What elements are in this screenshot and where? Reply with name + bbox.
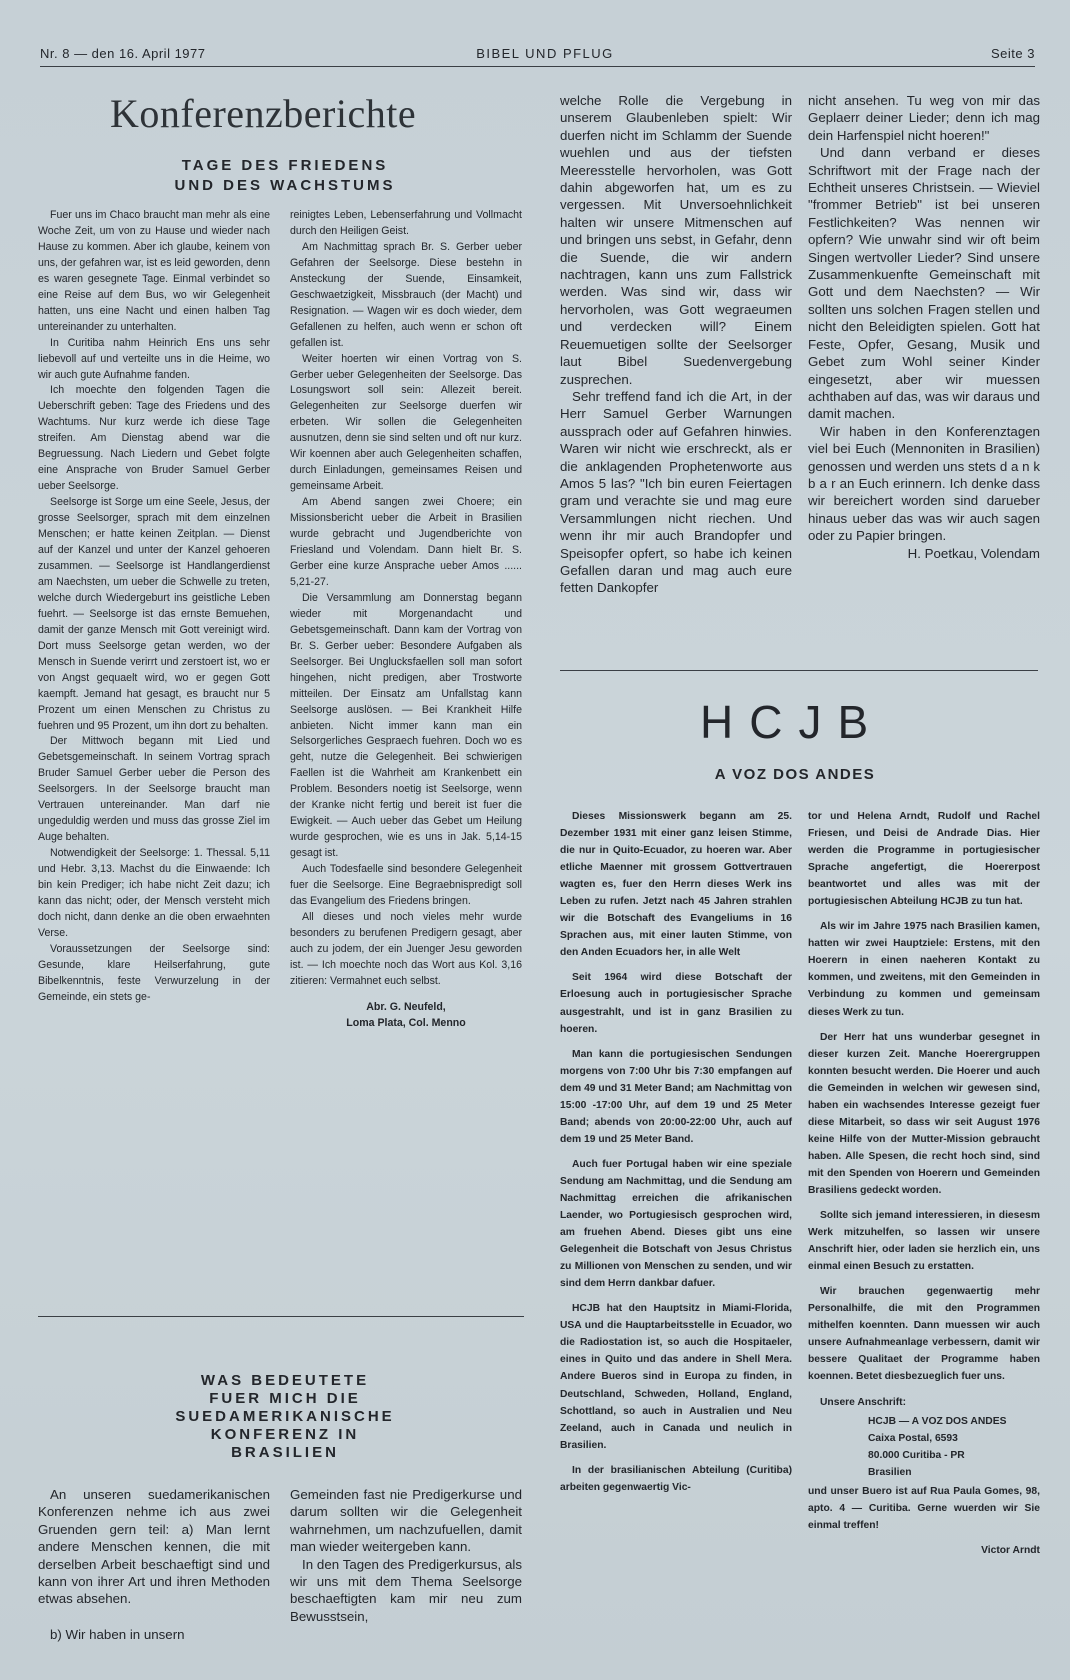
header-rule: [40, 66, 1035, 67]
article2-heading-line5: BRASILIEN: [231, 1444, 339, 1461]
article1-signature: [290, 1000, 522, 1032]
paragraph: Der Herr hat uns wunderbar gesegnet in dieser kurzen Zeit. Manche Hoerergruppen konnten besucht werden. Die Hoerer und auch die Gemeinden in welchen wir gewesen sind, haben ein wachsendes Interesse gezeigt fuer diese Mitarbeit, so dass wir seit August 1976 keine Hilfe von der Mutter-Mission gebraucht haben. Alle Spesen, die recht hoch sind, sind mit den Spenden von Hoerern und Gemeinden Brasiliens gedeckt worden.: [808, 1031, 1040, 1196]
paragraph: Man kann die portugiesischen Sendungen morgens von 7:00 Uhr bis 7:30 empfangen auf dem 49 und 31 Meter Band; am Nachmittag von 15:00 -17:00 Uhr, auf dem 19 und 25 Meter Band; abends von 20:00-22:00 Uhr, auch auf dem 19 und 25 Meter Band.: [560, 1048, 792, 1145]
paragraph: Der Mittwoch begann mit Lied und Gebetsgemeinschaft. In seinem Vortrag sprach Bruder Samuel Gerber ueber die Person des Seelsorgers. In der Seelsorge braucht man Vertrauen untereinander. Man darf nie ungeduldig werden und muss das grosse Ziel im Auge behalten.: [38, 735, 270, 844]
paragraph: Gemeinden fast nie Predigerkurse und darum sollten wir die Gelegenheit wahrnehmen, um nachzufuellen, damit man wieder weitergeben kann.: [290, 1487, 522, 1555]
article2-column4: [808, 92, 1040, 562]
paragraph: In Curitiba nahm Heinrich Ens uns sehr liebevoll auf und verteilte uns in die Heime, wo wir auch gute Aufnahme fanden.: [38, 336, 270, 381]
article3-column1: [560, 808, 792, 1504]
paragraph: All dieses und noch vieles mehr wurde besonders zu berufenen Predigern gesagt, aber auch zu jodem, der ein Juenger Jesu geworden ist. — Ich moechte noch das Wort aus Kol. 3,16 zitieren: Vermahnet euch selbst.: [290, 910, 522, 987]
article1-column1: [38, 208, 270, 1006]
paragraph: In den Tagen des Predigerkursus, als wir uns mit dem Thema Seelsorge beschaeftigten kam mir neu zum Bewusstsein,: [290, 1556, 522, 1624]
article3-signature: Victor Arndt: [981, 1544, 1040, 1556]
article2-column1: [38, 1486, 270, 1643]
address-line: Caixa Postal, 6593: [868, 1432, 958, 1444]
paragraph: Fuer uns im Chaco braucht man mehr als eine Woche Zeit, um von zu Hause und wieder nach Hause zu kommen. Aber ich glaube, keinem von uns, der gefahren war, ist es leid geworden, denn es waren gesegnete Tage. Einmal verbindet so eine Reise auf dem Bus, wo wir Gelegenheit hatten, uns eine Nacht und einen halben Tag untereinander zu unterhalten.: [38, 209, 270, 333]
address-line: HCJB — A VOZ DOS ANDES: [868, 1415, 1007, 1427]
paragraph: Voraussetzungen der Seelsorge sind: Gesunde, klare Heilserfahrung, gute Bibelkenntnis, feste Verwurzelung in der Gemeinde, ein stets ge-: [38, 942, 270, 1003]
newspaper-name: BIBEL UND PFLUG: [476, 46, 614, 61]
paragraph: Auch Todesfaelle sind besondere Gelegenheit fuer die Seelsorge. Eine Begraebnispredigt soll das Evangelium des Friedens bringen.: [290, 863, 522, 907]
article2-heading-line1: WAS BEDEUTETE: [200, 1372, 370, 1389]
article1-heading-line1: TAGE DES FRIEDENS: [181, 157, 389, 174]
paragraph: welche Rolle die Vergebung in unserem Glaubenleben spielt: Wir duerfen nicht im Schlamm der Suende wuehlen und aus der tiefsten Meeresstelle hervorholen, was Gott dahin abgeworfen hat, um es zu vergessen. Mit Unversoehnlichkeit halten wir unsere Mitmenschen auf und bringen uns sebst, in Gefahr, denn die Suende, die wir andern nachtragen, kann uns zum Fallstrick werden. Was sind wir, dass wir hervorholen, was Gott wegraeumen und verdecken will? Einem Reuemuetigen sollte der Seelsorger laut Bibel Suedenvergebung zusprechen.: [560, 93, 792, 387]
paragraph: Die Versammlung am Donnerstag begann wieder mit Morgenandacht und Gebetsgemeinschaft. Dann kam der Vortrag von Br. S. Gerber ueber: Besondere Aufgaben als Seelsorger. Bei Unglucksfaellen soll man sofort hingehen, nicht predigen, aber Trostworte mitteilen. Der Einsatz am Unfallstag kann Seelsorge auslösen. — Bei Krankheit Hilfe anbieten. Nicht immer kann man ein Selsorgerliches Gespraech fuehren. Doch wo es geht, nutze die Gelegenheit. Bei schwierigen Faellen ist die Wahrheit am Krankenbett ein Problem. Besonders noetig ist Seelsorge, wenn der Kranke nicht fertig und bereit ist fuer die Ewigkeit. — Auch ueber das Gebet um Heilung wurde gesprochen, wie es uns in Jak. 5,14-15 gesagt ist.: [290, 591, 522, 860]
article2-heading-line2: FUER MICH DIE: [209, 1390, 361, 1407]
page-number: Seite 3: [991, 46, 1035, 61]
paragraph: b) Wir haben in unsern: [50, 1626, 185, 1642]
article2-heading-line4: KONFERENZ IN: [210, 1426, 360, 1443]
paragraph: Und dann verband er dieses Schriftwort mit der Frage nach der Echtheit unseres Christsein. — Wieviel "frommer Betrieb" ist bei unseren Festlichkeiten? Was nennen wir opfern? Wie unwahr sind wir oft beim Singen wertvoller Lieder? Sind unsere Zusammenkuenfte Gemeinschaft mit Gott und dem Naechsten? — Wir sollten uns solchen Fragen stellen und nicht den Beleidigten spielen. Gott hat Feste, Opfer, Gesang, Musik und Gebet zum Wohl seiner Kinder eingesetzt, aber wir muessen achthaben auf das, was wir daraus und damit machen.: [808, 145, 1040, 422]
article3-title: HCJB: [700, 696, 885, 748]
article3-subtitle: A VOZ DOS ANDES: [714, 766, 876, 783]
paragraph: Sollte sich jemand interessieren, in diesesm Werk mitzuhelfen, so lassen wir unsere Anschrift hier, oder laden sie herzlich ein, uns einmal einen Besuch zu erstatten.: [808, 1210, 1040, 1273]
paragraph: Unsere Anschrift:: [820, 1396, 907, 1408]
paragraph: Dieses Missionswerk begann am 25. Dezember 1931 mit einer ganz leisen Stimme, die nur in Quito-Ecuador, zu hoeren war. Aber etliche Maenner mit grossem Gottvertrauen wagten es, fuer den Herrn dieses Werk ins Leben zu rufen. Jetzt nach 45 Jahren strahlen wir die Botschaft des Evangeliums in 16 Sprachen aus, mit einer lauten Stimme, von den Anden Ecuadors her, in alle Welt: [560, 811, 792, 959]
paragraph: Wir brauchen gegenwaertig mehr Personalhilfe, die mit den Programmen mithelfen koennten. Dann muessen wir auch unsere Aufnahmeanlage verbessern, damit wir bessere Qualitaet der Programme haben koennen. Betet diesbezueglich fuer uns.: [808, 1286, 1040, 1383]
paragraph: Ich moechte den folgenden Tagen die Ueberschrift geben: Tage des Friedens und des Wachtums. Nur kurz werde ich diese Tage streifen. Am Dienstag abend war die Begruessung. Nach Liedern und Gebet folgte eine Ansprache von Bruder Samuel Gerber ueber Seelsorge.: [38, 384, 270, 493]
address-line: 80.000 Curitiba - PR: [868, 1449, 965, 1461]
section-title: Konferenzberichte: [110, 91, 417, 136]
article-divider: [38, 1316, 524, 1317]
paragraph: Sehr treffend fand ich die Art, in der Herr Samuel Gerber Warnungen aussprach oder auf Gefahren hinwies. Waren wir nicht wie erschreckt, als er die anklagenden Prophetenworte aus Amos 5 las? "Ich bin euren Feiertagen gram und verachte sie und mag eure Versammlungen nicht riechen. Und wenn ihr mir auch Brandopfer und Speisopfer opfert, so habe ich keinen Gefallen daran und mag auch eure fetten Dankopfer: [560, 388, 792, 596]
paragraph: In der brasilianischen Abteilung (Curitiba) arbeiten gegenwaertig Vic-: [560, 1464, 792, 1493]
paragraph: Notwendigkeit der Seelsorge: 1. Thessal. 5,11 und Hebr. 3,13. Machst du die Einwaende: Ich bin kein Prediger; ich habe nicht Zeit dazu; ich kann das nicht; oder, der Mensch versteht mich doch nicht, dann denke an die oben erwaehnten Verse.: [38, 847, 270, 939]
signature-name: Abr. G. Neufeld,: [366, 1000, 446, 1013]
article2-heading-line3: SUEDAMERIKANISCHE: [175, 1408, 395, 1425]
article-divider: [560, 670, 1038, 671]
paragraph: Am Abend sangen zwei Choere; ein Missionsbericht ueber die Arbeit in Brasilien wurde gebracht und Jugendberichte von Friesland und Volendam. Dann hielt Br. S. Gerber eine kurze Ansprache ueber Amos ...... 5,21-27.: [290, 496, 522, 588]
paragraph: und unser Buero ist auf Rua Paula Gomes, 98, apto. 4 — Curitiba. Gerne wuerden wir Sie einmal treffen!: [808, 1485, 1040, 1531]
paragraph: Seit 1964 wird diese Botschaft der Erloesung auch in portugiesischer Sprache ausgestrahlt, und ist in ganz Brasilien zu hoeren.: [560, 972, 792, 1035]
paragraph: Wir haben in den Konferenztagen viel bei Euch (Mennoniten in Brasilien) genossen und werden uns stets d a n k b a r an Euch erinnern. Ich denke dass wir bereichert worden sind darueber hinaus ueber das was wir auch sagen oder zu Papier bringen.: [808, 423, 1040, 544]
paragraph: Als wir im Jahre 1975 nach Brasilien kamen, hatten wir zwei Hauptziele: Erstens, mit den Hoerern in einen naeheren Kontakt zu kommen, und zweitens, mit den Gemeinden in Verbindung zu kommen und gemeinsam dieses Werk zu tun.: [808, 921, 1040, 1018]
paragraph: HCJB hat den Hauptsitz in Miami-Florida, USA und die Hauptarbeitsstelle in Ecuador, wo die Radiostation ist, so auch die Hospitaeler, eines in Quito und das andere in Shell Mera. Andere Bueros sind in Europa zu finden, in Deutschland, Schweden, Holland, England, Schottland, so auch in Australien und Neu Zeeland, auch in Canada und neulich in Brasilien.: [560, 1303, 792, 1451]
article1-heading-line2: UND DES WACHSTUMS: [174, 177, 396, 194]
article1-heading: [120, 156, 450, 196]
issue-date: Nr. 8 — den 16. April 1977: [40, 46, 206, 61]
paragraph: Seelsorge ist Sorge um eine Seele, Jesus, der grosse Seelsorger, sprach mit dem einzelnen Menschen; er hatte keinen Zeitplan. — Dienst auf der Kanzel und unter der Kanzel gehoeren zusammen. — Seelsorge ist Handlangerdienst am Naechsten, um ueber die Schwelle zu treten, welche durch Wiedergeburt ins geistliche Leben fuehrt. — Seelsorge ist das ernste Bemuehen, damit der ganze Mensch mit Gott vereinigt wird. Dort muss Seelsorge getan werden, wo der Mensch in Suende verirrt und zerstoert ist, wo er von Angst gequaelt wird, wo er gegen Gott kaempft. Jemand hat gesagt, es braucht nur 5 Prozent um einen Menschen zu Christus zu fuehren und 95 Prozent, um ihn dort zu behalten.: [38, 496, 270, 732]
article2-signature: H. Poetkau, Volendam: [907, 545, 1040, 561]
article3-column2: [808, 808, 1040, 1559]
postal-address: [868, 1413, 1040, 1481]
article2-column3: [560, 92, 792, 597]
paragraph: reinigtes Leben, Lebenserfahrung und Vollmacht durch den Heiligen Geist.: [290, 209, 522, 237]
paragraph: Am Nachmittag sprach Br. S. Gerber ueber Gefahren der Seelsorge. Diese bestehn in Ansteckung der Suende, Einsamkeit, Geschwaetzigkeit, Missbrauch (der Macht) und Resignation. — Wagen wir es doch wieder, dem Gefallenen zu helfen, auch wenn er schon oft gefallen ist.: [290, 240, 522, 349]
signature-place: Loma Plata, Col. Menno: [346, 1016, 466, 1029]
article2-column2: [290, 1486, 522, 1625]
article1-column2: [290, 208, 522, 1032]
address-line: Brasilien: [868, 1466, 912, 1478]
article2-heading: [120, 1372, 450, 1462]
paragraph: tor und Helena Arndt, Rudolf und Rachel Friesen, und Deisi de Andrade Dias. Hier werden die Programme in portugiesischer Sprache angefertigt, die Hoererpost beantwortet und alles was mit der portugiesischen Abteilung HCJB zu tun hat.: [808, 811, 1040, 908]
paragraph: Auch fuer Portugal haben wir eine speziale Sendung am Nachmittag, und die Sendung am Nachmittag erreichen die afrikanischen Laender, wo Portugiesisch gesprochen wird, am fruehen Abend. Dieses gibt uns eine Gelegenheit die Botschaft von Jesus Christus zu Millionen von Menschen zu senden, und wir sind dem Herrn dankbar dafuer.: [560, 1158, 792, 1290]
paragraph: Weiter hoerten wir einen Vortrag von S. Gerber ueber Gelegenheiten der Seelsorge. Das Losungswort soll sein: Allezeit bereit. Gelegenheiten zur Seelsorge duerfen wir erbeten. Wir sollen die Gelegenheiten ausnutzen, denn sie sind selten und oft nur kurz. Wir koennen aber auch Gelegenheiten schaffen, durch Einladungen, gemeinsames Reisen und gemeinsame Arbeit.: [290, 352, 522, 493]
paragraph: An unseren suedamerikanischen Konferenzen nehme ich aus zwei Gruenden gern teil: a) Man lernt andere Menschen kennen, die mit derselben Arbeit beschaeftigt sind und kann von ihrer Art und ihren Methoden etwas absehen.: [38, 1487, 270, 1607]
paragraph: nicht ansehen. Tu weg von mir das Geplaerr deiner Lieder; denn ich mag dein Harfenspiel nicht hoeren!": [808, 93, 1040, 143]
